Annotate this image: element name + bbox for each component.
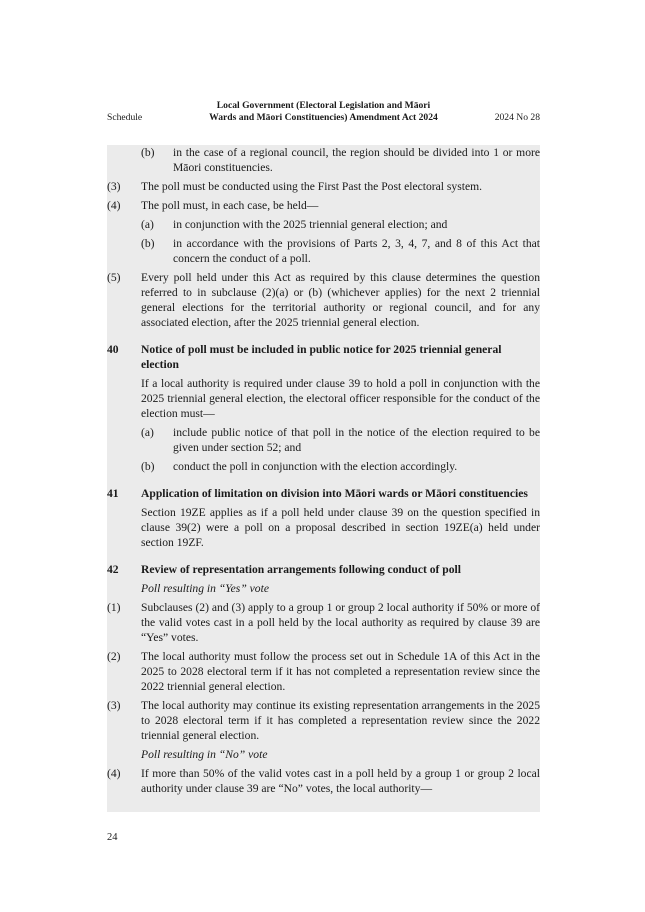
clause-39-paragraph-4a [107,217,540,232]
amendment-text [107,145,540,812]
clause-39-subclause-4 [107,198,540,213]
clause-heading-text: Application of limitation on division into Māori wards or Māori constituencies [141,487,528,500]
paragraph-label: (b) [141,460,155,473]
subclause-number: (4) [107,767,121,780]
clause-40-heading [107,342,540,372]
subclause-text: Every poll held under this Act as required by this clause determines the question referred to in subclause (2)(a) or (b) (whichever applies) for the next 2 triennial general elections for the territorial authority or regional council, and for any associated election, after the 2025 triennial general election. [141,271,540,329]
running-header [107,98,540,128]
paragraph-text: include public notice of that poll in the notice of the election required to be given under section 52; and [173,426,540,454]
header-title-line1: Local Government (Electoral Legislation and Māori [216,100,431,111]
subclause-text: Subclauses (2) and (3) apply to a group 1 or group 2 local authority if 50% or more of the valid votes cast in a poll held by the local authority as required by clause 39 are “Yes” votes. [141,601,540,644]
clause-42-subclause-1 [107,600,540,645]
clause-41-body: Section 19ZE applies as if a poll held under clause 39 on the question specified in clause 39(2) were a poll on a proposal described in section 19ZE(a) held under section 19ZF. [141,506,540,549]
subheading-yes-vote: Poll resulting in “Yes” vote [141,582,269,595]
clause-heading-text: Review of representation arrangements following conduct of poll [141,563,461,576]
subclause-number: (2) [107,650,121,663]
clause-40-paragraph-a [107,425,540,455]
paragraph-text: in the case of a regional council, the region should be divided into 1 or more Māori constituencies. [173,146,540,174]
clause-heading-text: Notice of poll must be included in public notice for 2025 triennial general election [141,343,502,371]
subclause-number: (5) [107,271,121,284]
clause-39-subclause-5 [107,270,540,330]
subclause-text: The poll must be conducted using the First Past the Post electoral system. [141,180,483,193]
page-number: 24 [107,832,118,843]
subclause-text: The poll must, in each case, be held— [141,199,319,212]
clause-42-subclause-2 [107,649,540,694]
clause-39-paragraph-4b [107,236,540,266]
subclause-number: (3) [107,699,121,712]
clause-42-heading [107,562,540,577]
paragraph-label: (b) [141,146,155,159]
subclause-number: (1) [107,601,121,614]
clause-39-paragraph-b [107,145,540,175]
paragraph-text: in conjunction with the 2025 triennial general election; and [173,218,448,231]
paragraph-text: conduct the poll in conjunction with the election accordingly. [173,460,458,473]
clause-39-subclause-3 [107,179,540,194]
subclause-text: The local authority must follow the process set out in Schedule 1A of this Act in the 2025 to 2028 electoral term if it has not completed a representation review since the 2022 triennial general election. [141,650,540,693]
paragraph-label: (b) [141,237,155,250]
paragraph-label: (a) [141,218,154,231]
subclause-number: (4) [107,199,121,212]
clause-40-paragraph-b [107,459,540,474]
header-schedule-label: Schedule [107,112,143,123]
clause-number: 41 [107,487,119,500]
subclause-text: If more than 50% of the valid votes cast in a poll held by a group 1 or group 2 local authority under clause 39 are “No” votes, the local authority— [141,767,540,795]
header-title-line2: Wards and Māori Constituencies) Amendment Act 2024 [209,112,438,123]
paragraph-label: (a) [141,426,154,439]
clause-number: 40 [107,343,119,356]
clause-number: 42 [107,563,119,576]
subclause-number: (3) [107,180,121,193]
paragraph-text: in accordance with the provisions of Parts 2, 3, 4, 7, and 8 of this Act that concern the conduct of a poll. [173,237,540,265]
subclause-text: The local authority may continue its existing representation arrangements in the 2025 to 2028 electoral term if it has completed a representation review since the 2022 triennial general election. [141,699,540,742]
header-act-title [107,100,540,124]
subheading-no-vote: Poll resulting in “No” vote [141,748,268,761]
clause-42-subclause-4 [107,766,540,796]
clause-42-subclause-3 [107,698,540,743]
clause-40-body: If a local authority is required under clause 39 to hold a poll in conjunction with the 2025 triennial general election, the electoral officer responsible for the conduct of the election must— [141,377,540,420]
header-act-number: 2024 No 28 [494,112,540,123]
clause-41-heading [107,486,540,501]
